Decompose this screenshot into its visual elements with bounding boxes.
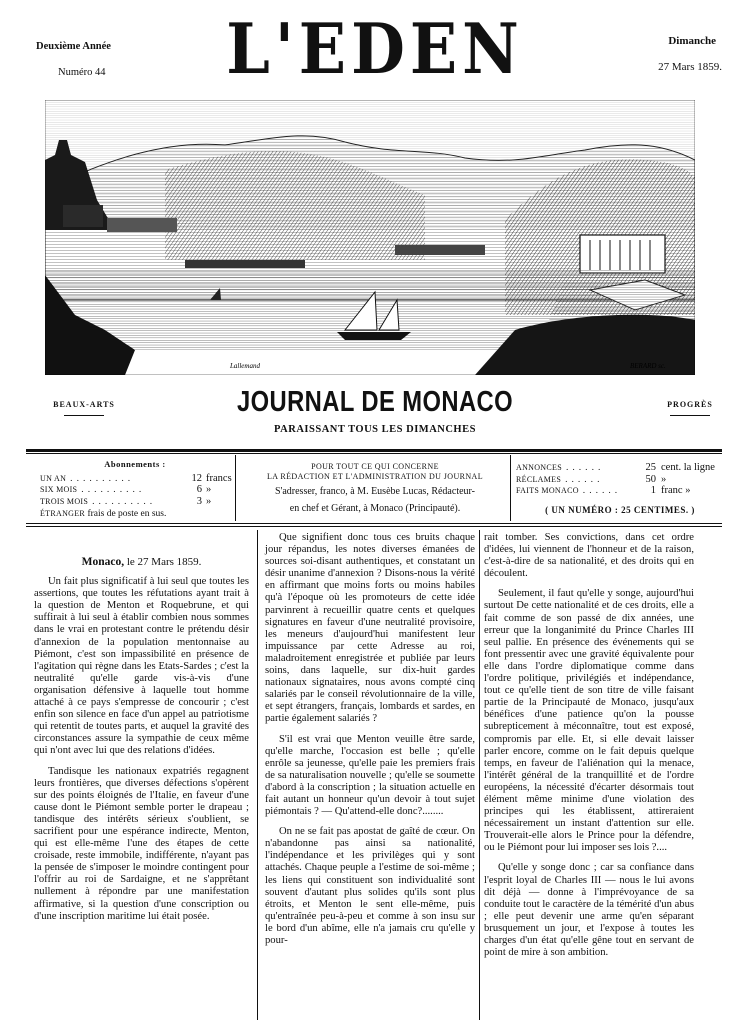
subscription-unit: francs: [206, 472, 232, 484]
contact-box: [245, 462, 505, 516]
ad-row: FAITS MONACO ...... 1 franc »: [516, 485, 691, 496]
ad-unit: »: [661, 473, 667, 485]
box-divider: [235, 455, 236, 521]
subscription-label: SIX MOIS: [40, 485, 78, 494]
subscription-row: SIX MOIS .......... 6 »: [40, 484, 212, 495]
article-column-1: [34, 532, 249, 931]
issue-year: Deuxième Année: [36, 41, 111, 52]
ad-label: ANNONCES: [516, 463, 562, 472]
middle-rule: [26, 523, 722, 524]
article-paragraph: S'il est vrai que Menton veuille être sarde, qu'elle marche, l'occasion est belle ; qu'elle enrôle sa jeunesse, qu'elle paie les premiers frais de sa naturalisation nouvelle ; qu'elle se soumette d'abord à la conscription ; la situation actuelle en fait autant un honneur qu'un devoir à tout sujet piémontais ? — Qu'attend-elle donc?........: [265, 733, 475, 818]
foreign-label: ÉTRANGER: [40, 509, 86, 518]
contact-line: S'adresser, franco, à M. Eusèbe Lucas, Rédacteur-: [274, 486, 475, 497]
engraver-signature-left: Lallemand: [230, 362, 260, 370]
subscription-unit: »: [206, 484, 212, 495]
ad-amount: 50: [645, 473, 656, 485]
subscription-row: UN AN .......... 12 francs: [40, 472, 232, 484]
article-paragraph: On ne se fait pas apostat de gaîté de cœur. On n'abandonne pas ainsi sa nationalité, l'indépendance et les privilèges qui y sont attachés. Chaque peuple a l'estime de soi-même ; les liens qui constituent son individualité sont souvent d'autant plus solides qu'ils sont plus étroits, et Menton le sent elle-même, puis qu'entraînée peu-à-peu et comme à son insu sur le bord d'un abîme, elle n'a jamais cru qu'elle y pour-: [265, 826, 475, 946]
journal-subtitle: PARAISSANT TOUS LES DIMANCHES: [274, 424, 476, 435]
ad-unit: cent. la ligne: [661, 462, 715, 473]
engraver-signature-right: BERARD sc.: [630, 362, 666, 370]
middle-rule-2: [26, 526, 722, 527]
subscription-amount: 6: [196, 484, 202, 495]
issue-day: Dimanche: [668, 35, 716, 47]
engraving-illustration: [45, 100, 695, 375]
article-dateline: [34, 556, 249, 568]
article-paragraph: Un fait plus significatif à lui seul que toutes les assertions, que toutes les réfutations ayant trait à la question de Menton et Roquebrune, et qui suffirait à lui seul à établir combien nous sommes dans le vrai en protestant contre le prétendu désir d'annexion de la population mentonnaise au Piémont, c'est son impassibilité en présence de l'agitation qui règne dans les Etats-Sardes ; c'est la neutralité qu'elle garde vis-à-vis d'une organisation défensive à laquelle tout homme attaché à ce pays s'empresse de concourir ; c'est enfin son silence en face d'un appel au patriotisme qui retentit de toutes parts, et auquel la gravité des circonstances assure la sympathie de ceux même qui n'ont avec lui que des relations d'idées.: [34, 576, 249, 757]
masthead-issue-info: [36, 34, 111, 86]
issue-number: Numéro 44: [58, 67, 106, 78]
foreign-subscription: [40, 508, 230, 521]
issue-date: 27 Mars 1859.: [658, 61, 722, 73]
contact-line: POUR TOUT CE QUI CONCERNE: [311, 462, 439, 471]
top-rule: [26, 449, 722, 452]
article-column-2: [265, 532, 475, 955]
ad-row: ANNONCES ...... 25 cent. la ligne: [516, 462, 715, 473]
subscription-row: TROIS MOIS .......... 3 »: [40, 495, 212, 507]
article-column-3: [484, 532, 694, 967]
subscription-unit: »: [206, 495, 212, 507]
contact-line: en chef et Gérant, à Monaco (Principauté).: [289, 503, 461, 514]
journal-title: JOURNAL DE MONACO: [236, 386, 514, 418]
ad-amount: 1: [650, 485, 656, 496]
monaco-engraving: [45, 100, 695, 375]
dateline-place: Monaco,: [81, 556, 125, 568]
ad-unit: franc »: [661, 485, 691, 496]
subscriptions-heading: Abonnements :: [104, 459, 166, 469]
top-rule-thin: [26, 453, 722, 454]
section-progres: PROGRÈS: [650, 400, 730, 416]
issue-price: ( UN NUMÉRO : 25 CENTIMES. ): [545, 504, 695, 515]
ad-label: RÉCLAMES: [516, 474, 562, 484]
column-divider: [479, 530, 480, 1020]
article-paragraph: Tandisque les nationaux expatriés regagnent leurs frontières, que diverses défections s'opèrent sur des points éloignés de l'Italie, en faveur d'une cause dont le Piémont semble porter le drapeau ; tandisque des intérêts sérieux s'oublient, se sacrifient pour une espérance indirecte, Menton, qui est elle-même l'une des étapes de cette croisade, reste immobile, indifférente, n'ayant pas la pensée de s'imposer le moindre contingent pour l'offrir au roi de Sardaigne, et ne s'apprêtant nullement à répondre par une manifestation affirmative, si la question d'une conscription ou d'une inscription maritime lui était posée.: [34, 765, 249, 922]
advertising-box: [516, 462, 724, 516]
subscriptions-box: [40, 459, 230, 521]
article-paragraph: Qu'elle y songe donc ; car sa confiance dans l'esprit loyal de Charles III — nous le lui avons dit déjà — donne à l'imprévoyance de sa conduite tout le caractère de la témérité d'un abus ; elle peut devenir une arme qu'en séparant brusquement un jour, et l'expose à toutes les charges d'un état qu'elle gêne tout en servant de point de mire à son ambition.: [484, 862, 694, 959]
subscription-amount: 3: [196, 495, 202, 507]
subscription-amount: 12: [191, 472, 202, 484]
article-paragraph: Que signifient donc tous ces bruits chaque jour répandus, les notes diverses émanées de sources soi-disant authentiques, et constatant un désir unanime d'annexion ? Disons-nous la vérité en affirmant que moins forts ou moins habiles qu'à l'époque où les promoteurs de cette idée parvinrent à recueillir quatre cents et quelques signatures en faveur d'une neutralité provisoire, les meneurs d'aujourd'hui manifestent leur impuissance par cette Adresse au roi, maladroitement enregistrée et publiée par leurs soins, dans laquelle, sur dix-huit gardes nationaux signataires, nous avons compté cinq salariés par le conseil révolutionnaire de la ville, et sept étrangers, français, lombards et sardes, en partie également salariés ?: [265, 532, 475, 725]
contact-line: LA RÉDACTION ET L'ADMINISTRATION DU JOURNAL: [266, 472, 484, 481]
subscription-label: TROIS MOIS: [40, 496, 89, 506]
dateline-date: le 27 Mars 1859.: [126, 556, 202, 568]
subscription-label: UN AN: [40, 473, 67, 483]
column-divider: [257, 530, 258, 1020]
article-paragraph: Seulement, il faut qu'elle y songe, aujourd'hui surtout De cette nationalité et de ces droits, elle a fait comme de son passé de dix années, une erreur que la longanimité du Prince Charles III seul pallie. En présence des événements qui se font pressentir avec une gravité équivalente pour elle dans l'ordre diplomatique comme dans l'ordre politique, privilégiés et indépendance, tout ce qu'elle tient de son titre de ville faisant partie de la Principauté de Monaco, jusqu'aux bénéfices d'une patience qu'on la pousse subrepticement à méconnaître, tout est exposé, compromis par elle. Et, si elle devait laisser parler encore, comme on le fait depuis quelque temps, en faveur de l'aliénation qui la menace, l'intérêt général de la tranquillité et de l'ordre européens, la nécessité d'écarter désormais tout élément même minime d'une violation des principes qui les établissent, attireraient nécessairement un instant d'attention sur elle. Trouverait-elle alors le Prince pour la défendre, ou le Piémont pour lui imposer ses lois ?....: [484, 588, 694, 854]
foreign-text: frais de poste en sus.: [87, 509, 167, 519]
article-paragraph: rait tomber. Ses convictions, dans cet ordre d'idées, lui viennent de l'honneur et de la raison, c'est-à-dire de sa nationalité, et des droits qui en découlent.: [484, 532, 694, 580]
newspaper-title: L'EDEN: [226, 8, 524, 90]
ad-label: FAITS MONACO: [516, 486, 579, 495]
masthead-date-info: [658, 28, 722, 80]
box-divider: [510, 455, 511, 521]
section-beaux-arts: BEAUX-ARTS: [28, 400, 140, 416]
ad-amount: 25: [645, 462, 656, 473]
ad-row: RÉCLAMES ...... 50 »: [516, 473, 667, 485]
